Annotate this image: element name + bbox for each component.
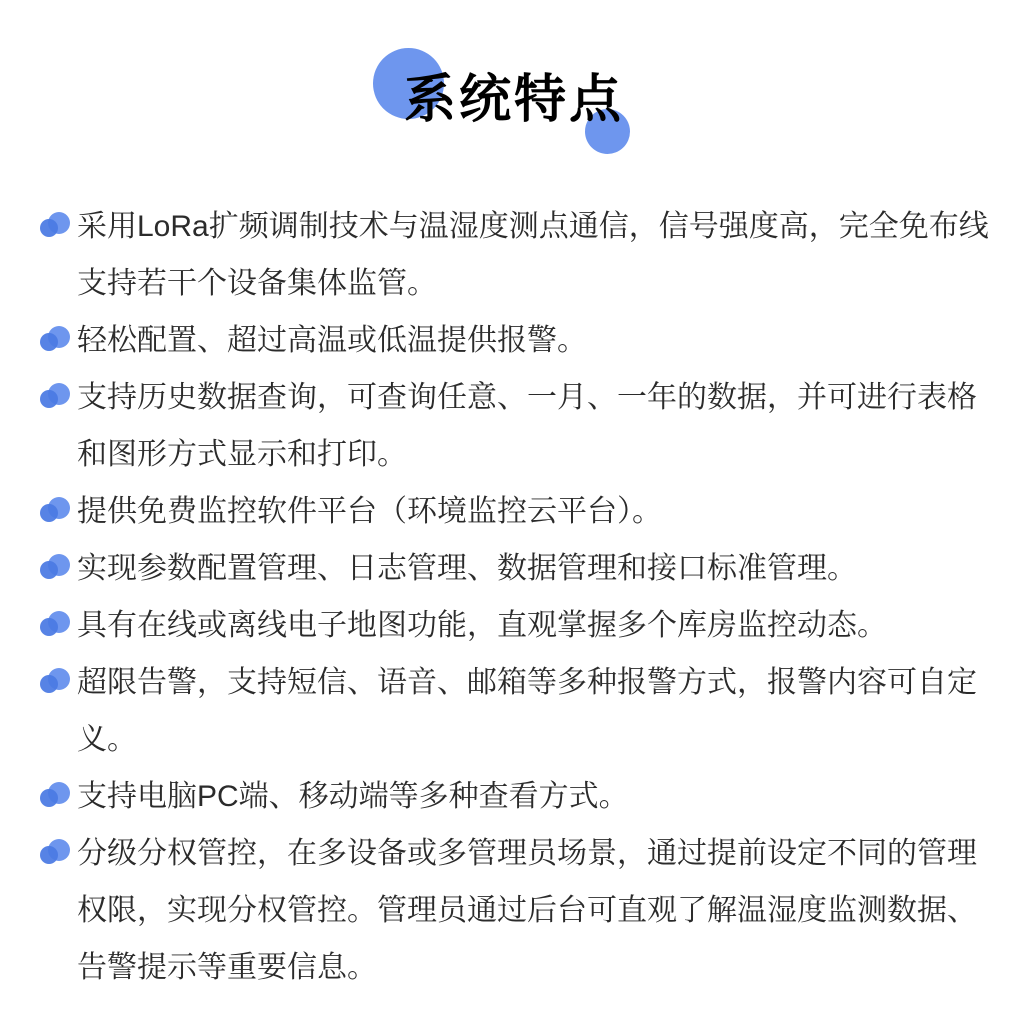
feature-text-line: 支持若干个设备集体监管。 — [77, 267, 437, 300]
feature-item — [40, 483, 1012, 540]
feature-text-line: 具有在线或离线电子地图功能，直观掌握多个库房监控动态。 — [77, 609, 887, 642]
feature-list — [40, 198, 1012, 996]
bullet-dot-dark-icon — [40, 333, 58, 351]
feature-text-line: 采用LoRa扩频调制技术与温湿度测点通信，信号强度高，完全免布线 — [77, 210, 989, 243]
bullet-dot-dark-icon — [40, 846, 58, 864]
feature-item — [40, 198, 1012, 312]
feature-text — [77, 825, 977, 996]
feature-item — [40, 369, 1012, 483]
page-title-block — [403, 71, 625, 129]
feature-text — [77, 540, 857, 597]
bullet-dots-icon — [40, 825, 70, 882]
feature-item — [40, 825, 1012, 996]
feature-text-line: 权限，实现分权管控。管理员通过后台可直观了解温湿度监测数据、 — [77, 894, 977, 927]
bullet-dots-icon — [40, 198, 70, 255]
bullet-dots-icon — [40, 369, 70, 426]
bullet-dot-dark-icon — [40, 504, 58, 522]
bullet-dots-icon — [40, 312, 70, 369]
feature-text-line: 实现参数配置管理、日志管理、数据管理和接口标准管理。 — [77, 552, 857, 585]
bullet-dot-dark-icon — [40, 219, 58, 237]
feature-text-line: 超限告警，支持短信、语音、邮箱等多种报警方式，报警内容可自定 — [77, 666, 977, 699]
feature-text — [77, 312, 587, 369]
bullet-dot-dark-icon — [40, 618, 58, 636]
feature-item — [40, 768, 1012, 825]
bullet-dot-dark-icon — [40, 561, 58, 579]
feature-text-line: 支持电脑PC端、移动端等多种查看方式。 — [77, 780, 629, 813]
bullet-dot-dark-icon — [40, 390, 58, 408]
feature-item — [40, 597, 1012, 654]
feature-text — [77, 597, 887, 654]
bullet-dots-icon — [40, 654, 70, 711]
feature-text — [77, 768, 629, 825]
feature-text-line: 轻松配置、超过高温或低温提供报警。 — [77, 324, 587, 357]
feature-text-line: 和图形方式显示和打印。 — [77, 438, 407, 471]
bullet-dots-icon — [40, 540, 70, 597]
feature-text-line: 分级分权管控，在多设备或多管理员场景，通过提前设定不同的管理 — [77, 837, 977, 870]
feature-text — [77, 369, 977, 483]
page-title: 系统特点 — [403, 71, 625, 129]
bullet-dots-icon — [40, 597, 70, 654]
bullet-dot-dark-icon — [40, 789, 58, 807]
feature-text — [77, 654, 977, 768]
bullet-dot-dark-icon — [40, 675, 58, 693]
feature-text-line: 义。 — [77, 723, 137, 756]
feature-text-line: 告警提示等重要信息。 — [77, 951, 377, 984]
feature-text-line: 提供免费监控软件平台（环境监控云平台）。 — [77, 495, 662, 528]
bullet-dots-icon — [40, 768, 70, 825]
feature-item — [40, 654, 1012, 768]
bullet-dots-icon — [40, 483, 70, 540]
feature-text-line: 支持历史数据查询，可查询任意、一月、一年的数据，并可进行表格 — [77, 381, 977, 414]
feature-text — [77, 483, 662, 540]
feature-text — [77, 198, 989, 312]
feature-item — [40, 540, 1012, 597]
feature-item — [40, 312, 1012, 369]
